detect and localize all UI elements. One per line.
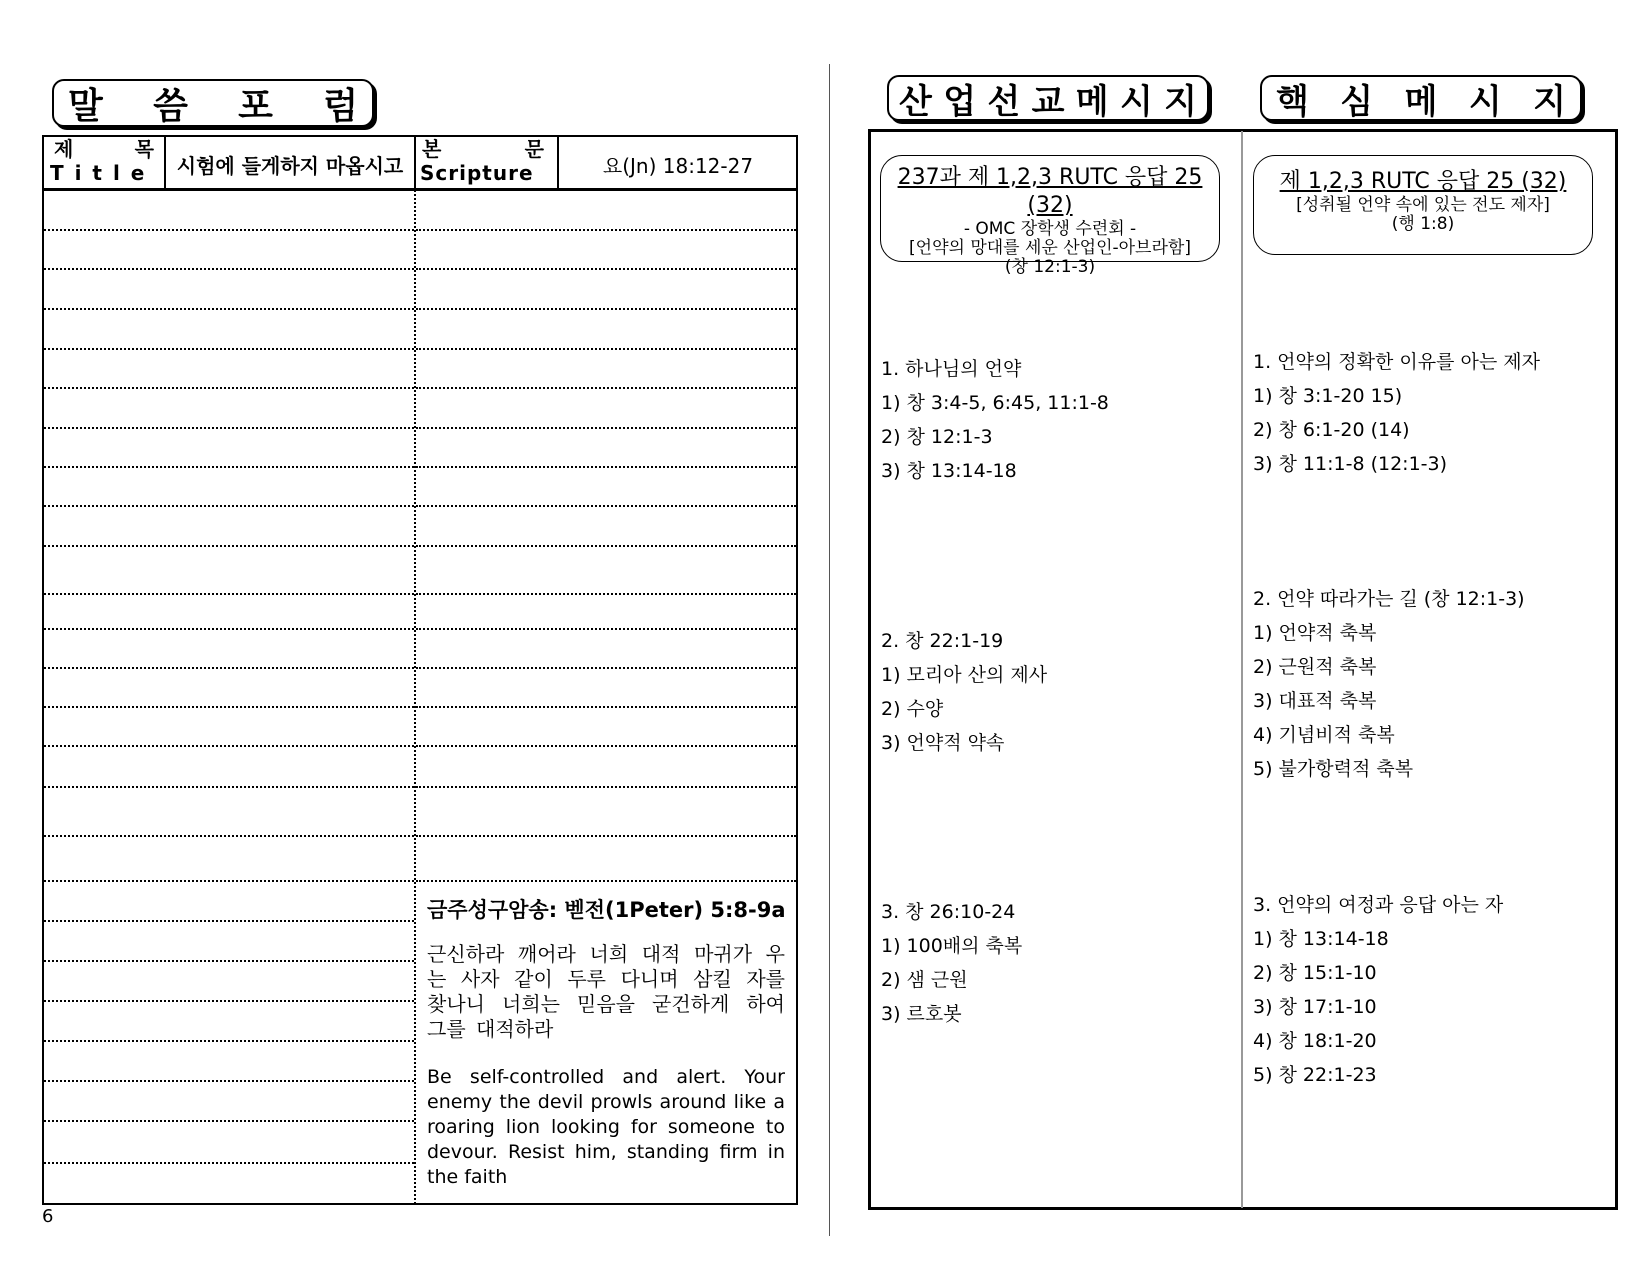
note-line [44, 387, 414, 389]
note-line [44, 1040, 414, 1042]
note-line [416, 427, 796, 429]
note-line [44, 268, 414, 270]
outline-item: 2) 샘 근원 [881, 969, 968, 991]
core-group-3 [1253, 888, 1613, 1092]
core-theme: [성취될 언약 속에 있는 전도 제자] [1296, 195, 1550, 215]
note-line [416, 706, 796, 708]
note-line [416, 545, 796, 547]
note-line [44, 348, 414, 350]
outline-item: 2) 근원적 축복 [1253, 656, 1377, 678]
note-line [44, 786, 414, 788]
note-line [44, 745, 414, 747]
core-group-2 [1253, 582, 1613, 786]
outline-group-1 [881, 352, 1231, 488]
title-label-ko: 제 [54, 137, 74, 161]
outline-group-2 [881, 624, 1231, 760]
note-line [44, 229, 414, 231]
outline-item: 1) 100배의 축복 [881, 935, 1023, 957]
heading-char: 씀 [153, 85, 188, 127]
outline-item: 1) 창 3:1-20 15) [1253, 385, 1403, 407]
note-line [416, 229, 796, 231]
heading-char: 선 [987, 81, 1021, 122]
note-line [416, 628, 796, 630]
note-line [416, 835, 796, 837]
outline-item: 3) 언약적 약속 [881, 732, 1005, 754]
note-line [416, 387, 796, 389]
outline-item: 1. 하나님의 언약 [881, 358, 1022, 380]
outline-item: 2) 수양 [881, 698, 944, 720]
note-line [416, 466, 796, 468]
note-line [44, 628, 414, 630]
notes-column-divider [414, 190, 416, 1204]
sermon-title: 시험에 들게하지 마옵시고 [176, 154, 404, 178]
outline-item: 5) 불가항력적 축복 [1253, 758, 1414, 780]
note-line [44, 545, 414, 547]
lesson-theme: [언약의 망대를 세운 산업인-아브라함] [909, 238, 1191, 258]
note-line [44, 667, 414, 669]
memory-verse-english: Be self-controlled and alert. Your enemy the devil prowls around like a roaring lion looking for someone to devour. Resist him, standing firm in the faith [427, 1066, 785, 1188]
core-title: 제 1,2,3 RUTC 응답 25 (32) [1279, 169, 1567, 194]
outline-item: 1) 모리아 산의 제사 [881, 664, 1048, 686]
heading-char: 교 [1031, 81, 1065, 122]
outline-group-3 [881, 895, 1231, 1031]
heading-char: 심 [1340, 81, 1374, 122]
heading-char: 메 [1404, 81, 1438, 122]
outline-item: 4) 기념비적 축복 [1253, 724, 1395, 746]
outline-item: 2) 창 15:1-10 [1253, 962, 1377, 984]
note-line [416, 667, 796, 669]
outline-item: 5) 창 22:1-23 [1253, 1064, 1377, 1086]
outline-item: 3) 창 17:1-10 [1253, 996, 1377, 1018]
heading-char: 지 [1164, 81, 1197, 122]
lesson-title-oval [880, 155, 1220, 277]
lesson-title: 237과 제 1,2,3 RUTC 응답 25 (32) [897, 165, 1203, 218]
outline-item: 1) 언약적 축복 [1253, 622, 1377, 644]
scripture-label [420, 137, 552, 187]
note-line [44, 308, 414, 310]
outline-item: 2) 창 12:1-3 [881, 426, 993, 448]
outline-item: 2) 창 6:1-20 (14) [1253, 419, 1410, 441]
scripture-label-ko: 본 [422, 137, 442, 161]
note-line [44, 835, 414, 837]
note-line [44, 505, 414, 507]
note-line [44, 427, 414, 429]
note-line [416, 348, 796, 350]
notes-area [42, 189, 798, 1205]
lesson-subtitle: - OMC 장학생 수련회 - [963, 219, 1137, 239]
note-line [44, 920, 414, 922]
core-group-1 [1253, 345, 1613, 481]
outline-item: 1. 언약의 정확한 이유를 아는 제자 [1253, 351, 1540, 373]
scripture-label-ko: 문 [524, 137, 544, 161]
heading-char: 핵 [1276, 81, 1309, 122]
outline-item: 2. 창 22:1-19 [881, 630, 1004, 652]
memory-verse-korean: 근신하라 깨어라 너희 대적 마귀가 우는 사자 같이 두루 다니며 삼킬 자를 찾나니 너희는 믿음을 굳건하게 하여 그를 대적하라 [427, 942, 785, 1041]
note-line [44, 466, 414, 468]
note-line [416, 745, 796, 747]
title-label-ko: 목 [134, 137, 154, 161]
core-reference: (행 1:8) [1391, 214, 1455, 234]
page-fold-divider [829, 64, 830, 1236]
page-number: 6 [42, 1206, 54, 1227]
heading-char: 메 [1075, 81, 1109, 122]
outline-item: 3) 대표적 축복 [1253, 690, 1377, 712]
outline-item: 3. 언약의 여정과 응답 아는 자 [1253, 894, 1504, 916]
heading-char: 말 [68, 85, 103, 127]
note-line [44, 1162, 414, 1164]
message-column-divider [1241, 131, 1243, 1208]
heading-char: 산 [899, 81, 932, 122]
scripture-reference: 요(Jn) 18:12-27 [602, 154, 754, 178]
lesson-reference: (창 12:1-3) [1004, 257, 1096, 277]
note-line [416, 308, 796, 310]
note-line [44, 593, 414, 595]
note-line [44, 1000, 414, 1002]
title-label-en: T i t l e [50, 161, 147, 185]
outline-item: 3. 창 26:10-24 [881, 901, 1016, 923]
note-line [44, 1120, 414, 1122]
heading-char: 업 [943, 81, 977, 122]
note-line [44, 706, 414, 708]
note-line [44, 960, 414, 962]
note-line [44, 880, 414, 882]
scripture-label-en: Scripture [420, 161, 534, 185]
note-line [416, 786, 796, 788]
note-line [416, 268, 796, 270]
title-label [50, 137, 158, 187]
outline-item: 1) 창 13:14-18 [1253, 928, 1389, 950]
outline-item: 2. 언약 따라가는 길 (창 12:1-3) [1253, 588, 1525, 610]
heading-char: 포 [238, 85, 273, 127]
heading-char: 럼 [323, 85, 358, 127]
page-heading-sermon-forum [52, 79, 374, 127]
note-line [416, 505, 796, 507]
outline-item: 3) 창 11:1-8 (12:1-3) [1253, 453, 1448, 475]
note-line [416, 593, 796, 595]
outline-item: 3) 르호봇 [881, 1003, 962, 1025]
memory-verse-heading: 금주성구암송: 벧전(1Peter) 5:8-9a [427, 898, 786, 922]
heading-industrial-mission-message [887, 75, 1209, 121]
outline-item: 4) 창 18:1-20 [1253, 1030, 1377, 1052]
note-line [416, 880, 796, 882]
heading-char: 시 [1119, 81, 1153, 122]
core-title-oval [1253, 155, 1593, 255]
heading-core-message [1260, 75, 1582, 121]
note-line [44, 1080, 414, 1082]
outline-item: 1) 창 3:4-5, 6:45, 11:1-8 [881, 392, 1109, 414]
heading-char: 지 [1533, 81, 1566, 122]
outline-item: 3) 창 13:14-18 [881, 460, 1017, 482]
heading-char: 시 [1468, 81, 1502, 122]
